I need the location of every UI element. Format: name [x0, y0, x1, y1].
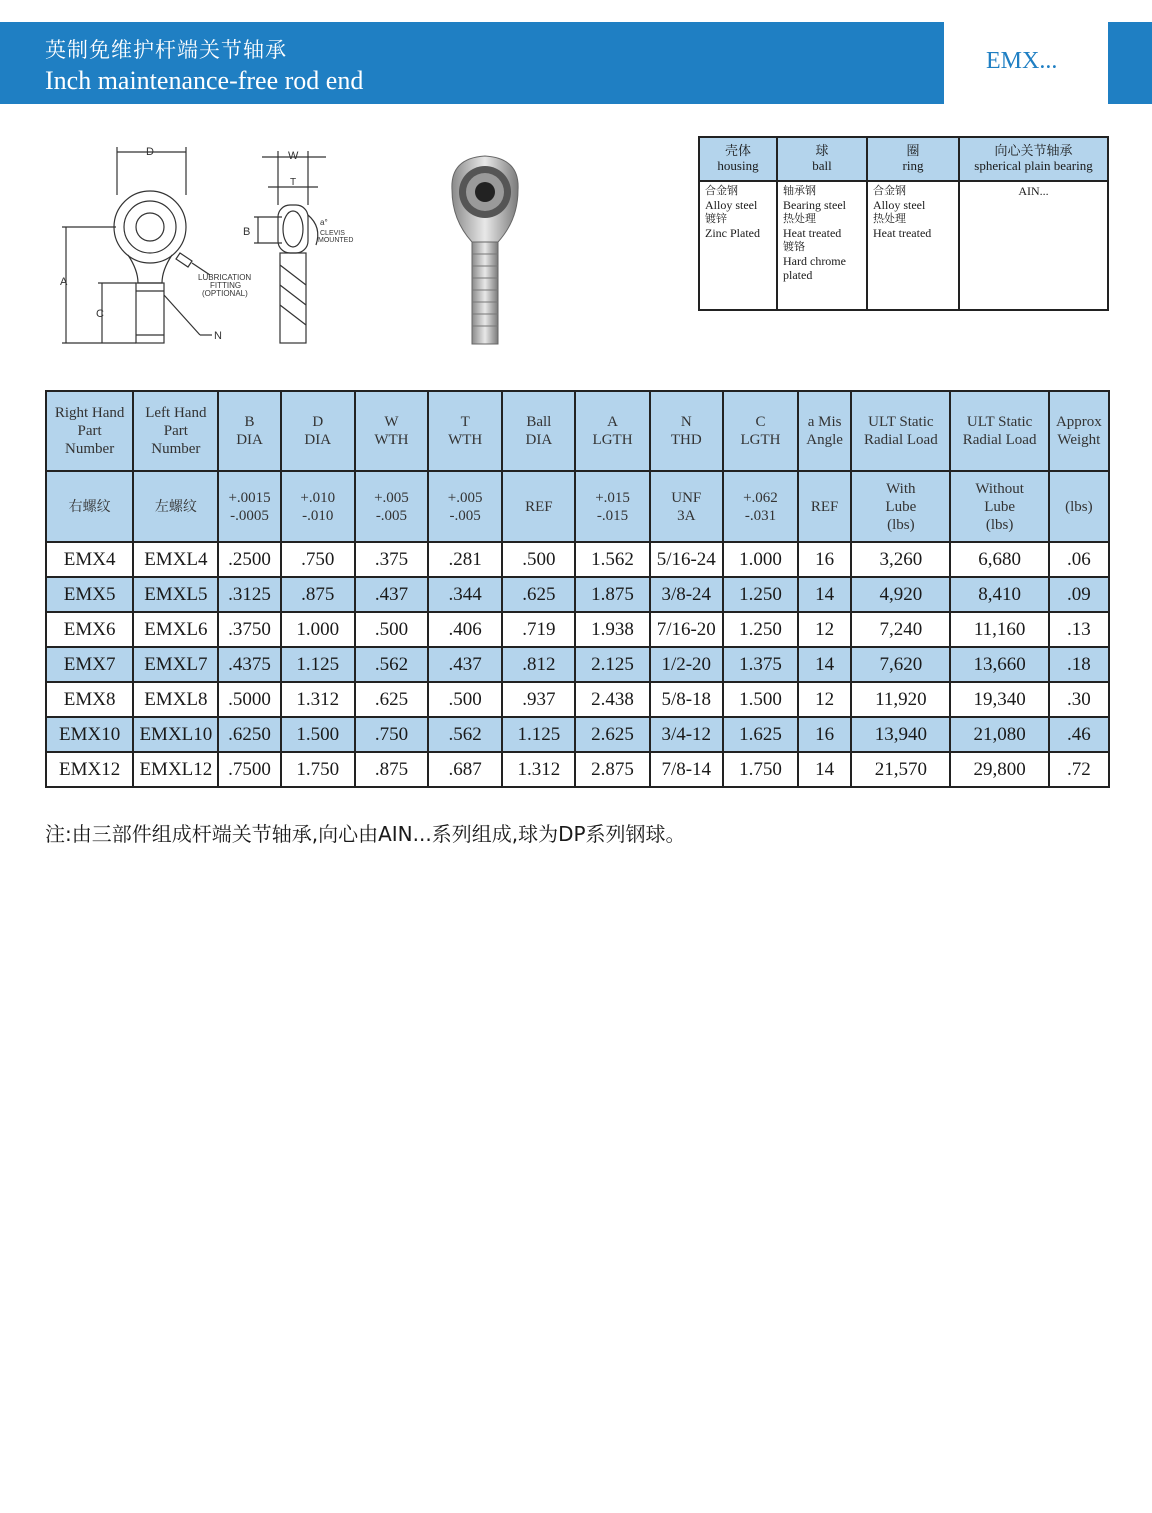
table-row [46, 682, 1109, 717]
spec-header-row-cell: C LGTH [723, 391, 798, 471]
table-cell: 3/4-12 [650, 717, 723, 752]
table-cell: .72 [1049, 752, 1109, 787]
table-cell: 1.500 [281, 717, 355, 752]
table-cell: 1/2-20 [650, 647, 723, 682]
housing-eye-outline [114, 191, 186, 263]
table-cell: 1.500 [723, 682, 798, 717]
spec-tolerance-row-cell: Without Lube (lbs) [950, 471, 1048, 542]
svg-text:MOUNTED: MOUNTED [318, 237, 354, 244]
table-cell: 6,680 [950, 542, 1048, 577]
table-cell: .562 [355, 647, 428, 682]
table-cell: EMXL7 [133, 647, 218, 682]
table-cell: 1.000 [281, 612, 355, 647]
table-cell: 21,570 [851, 752, 950, 787]
dim-label-t: T [290, 177, 297, 188]
spec-header-row-cell: Ball DIA [502, 391, 575, 471]
table-cell: 13,940 [851, 717, 950, 752]
table-cell: .937 [502, 682, 575, 717]
table-cell: .06 [1049, 542, 1109, 577]
housing-eye-ring [124, 201, 176, 253]
spec-tolerance-row-cell: REF [502, 471, 575, 542]
materials-header-housing: 壳体 housing [699, 137, 777, 181]
dim-label-d: D [146, 146, 154, 158]
table-cell: .625 [502, 577, 575, 612]
table-cell: .3750 [218, 612, 280, 647]
materials-bearing-cell: AIN... [959, 181, 1108, 310]
table-cell: .500 [502, 542, 575, 577]
spec-header-row-cell: W WTH [355, 391, 428, 471]
table-row [46, 647, 1109, 682]
table-row [46, 577, 1109, 612]
spec-header-row-cell: Left Hand Part Number [133, 391, 218, 471]
table-cell: .562 [428, 717, 502, 752]
spec-tolerance-row-cell: UNF 3A [650, 471, 723, 542]
svg-text:(OPTIONAL): (OPTIONAL) [202, 289, 248, 298]
svg-text:a°: a° [320, 218, 328, 227]
spec-header-row-cell: ULT Static Radial Load [851, 391, 950, 471]
dim-label-n: N [214, 330, 222, 342]
table-cell: EMXL12 [133, 752, 218, 787]
spec-header-row-cell: D DIA [281, 391, 355, 471]
spec-header-row-cell: A LGTH [575, 391, 649, 471]
table-cell: .4375 [218, 647, 280, 682]
spec-tolerance-row-cell: +.0015 -.0005 [218, 471, 280, 542]
table-cell: 1.250 [723, 577, 798, 612]
table-cell: 1.000 [723, 542, 798, 577]
table-cell: 16 [798, 542, 851, 577]
spec-header-row-cell: a Mis Angle [798, 391, 851, 471]
spec-tolerance-row-cell: +.010 -.010 [281, 471, 355, 542]
table-cell: .812 [502, 647, 575, 682]
table-cell: 21,080 [950, 717, 1048, 752]
ball-bore [136, 213, 164, 241]
spec-tolerance-row-cell: 右螺纹 [46, 471, 133, 542]
table-cell: 16 [798, 717, 851, 752]
side-view-ball [283, 211, 303, 247]
table-cell: 7,620 [851, 647, 950, 682]
materials-ring-cell: 合金钢 Alloy steel 热处理 Heat treated [867, 181, 959, 310]
table-cell: 1.750 [723, 752, 798, 787]
spec-tolerance-row-cell: (lbs) [1049, 471, 1109, 542]
table-cell: .344 [428, 577, 502, 612]
svg-text:FITTING: FITTING [210, 281, 242, 290]
table-cell: .7500 [218, 752, 280, 787]
svg-text:CLEVIS: CLEVIS [320, 230, 345, 237]
table-cell: 12 [798, 682, 851, 717]
table-cell: 5/8-18 [650, 682, 723, 717]
table-cell: 7/16-20 [650, 612, 723, 647]
spec-header-row-cell: N THD [650, 391, 723, 471]
side-view-shank [280, 253, 306, 343]
table-cell: 1.938 [575, 612, 649, 647]
table-row [46, 542, 1109, 577]
table-cell: 2.875 [575, 752, 649, 787]
table-cell: .875 [355, 752, 428, 787]
table-cell: .30 [1049, 682, 1109, 717]
table-cell: .500 [428, 682, 502, 717]
table-cell: 8,410 [950, 577, 1048, 612]
table-cell: .3125 [218, 577, 280, 612]
spec-tolerance-row-cell: +.062 -.031 [723, 471, 798, 542]
table-cell: 1.875 [575, 577, 649, 612]
spec-tolerance-row-cell: +.015 -.015 [575, 471, 649, 542]
table-cell: .687 [428, 752, 502, 787]
table-cell: 2.438 [575, 682, 649, 717]
table-cell: .375 [355, 542, 428, 577]
spec-header-row-cell: T WTH [428, 391, 502, 471]
table-cell: 11,160 [950, 612, 1048, 647]
table-cell: 1.250 [723, 612, 798, 647]
table-cell: 2.125 [575, 647, 649, 682]
table-cell: EMXL10 [133, 717, 218, 752]
threaded-shank [136, 283, 164, 343]
footnote: 注:由三部件组成杆端关节轴承,向心由AIN...系列组成,球为DP系列钢球。 [45, 822, 686, 846]
materials-ball-cell: 轴承钢 Bearing steel 热处理 Heat treated 镀铬 Hard chrome plated [777, 181, 867, 310]
table-cell: 1.312 [281, 682, 355, 717]
materials-header-bearing: 向心关节轴承 spherical plain bearing [959, 137, 1108, 181]
table-cell: EMX6 [46, 612, 133, 647]
header-side-bar [1108, 22, 1152, 104]
table-cell: .437 [428, 647, 502, 682]
table-cell: 1.625 [723, 717, 798, 752]
table-cell: EMX8 [46, 682, 133, 717]
table-cell: 1.750 [281, 752, 355, 787]
lube-fitting [176, 253, 192, 267]
table-cell: .13 [1049, 612, 1109, 647]
table-cell: 1.125 [281, 647, 355, 682]
table-cell: 13,660 [950, 647, 1048, 682]
spec-tolerance-row-cell: 左螺纹 [133, 471, 218, 542]
table-cell: .09 [1049, 577, 1109, 612]
table-cell: 1.375 [723, 647, 798, 682]
table-cell: EMX4 [46, 542, 133, 577]
table-cell: .406 [428, 612, 502, 647]
table-cell: 1.562 [575, 542, 649, 577]
spec-header-row-cell: B DIA [218, 391, 280, 471]
spec-header-row [46, 391, 1109, 471]
spec-tolerance-row-cell: +.005 -.005 [355, 471, 428, 542]
svg-text:LUBRICATION: LUBRICATION [198, 273, 252, 282]
table-cell: 14 [798, 752, 851, 787]
table-cell: 1.125 [502, 717, 575, 752]
table-cell: 29,800 [950, 752, 1048, 787]
table-cell: 7,240 [851, 612, 950, 647]
table-cell: EMXL8 [133, 682, 218, 717]
table-cell: 1.312 [502, 752, 575, 787]
table-cell: 2.625 [575, 717, 649, 752]
table-cell: EMX12 [46, 752, 133, 787]
materials-body-row [699, 181, 1108, 310]
table-cell: .500 [355, 612, 428, 647]
materials-table [698, 136, 1109, 311]
table-cell: 3/8-24 [650, 577, 723, 612]
spec-table [45, 390, 1110, 788]
dim-label-b: B [243, 226, 251, 238]
materials-header-ring: 圈 ring [867, 137, 959, 181]
table-cell: .875 [281, 577, 355, 612]
dim-label-a: A [60, 276, 68, 288]
table-row [46, 612, 1109, 647]
table-cell: .750 [281, 542, 355, 577]
table-cell: .281 [428, 542, 502, 577]
table-cell: .18 [1049, 647, 1109, 682]
rod-end-photo [440, 150, 530, 350]
table-cell: EMXL6 [133, 612, 218, 647]
spec-header-row-cell: ULT Static Radial Load [950, 391, 1048, 471]
table-row [46, 717, 1109, 752]
table-cell: 19,340 [950, 682, 1048, 717]
table-cell: 14 [798, 647, 851, 682]
table-cell: 3,260 [851, 542, 950, 577]
table-cell: 14 [798, 577, 851, 612]
materials-header-ball: 球 ball [777, 137, 867, 181]
table-cell: .46 [1049, 717, 1109, 752]
spec-tolerance-row-cell: REF [798, 471, 851, 542]
spec-tolerance-row-cell: +.005 -.005 [428, 471, 502, 542]
table-cell: 12 [798, 612, 851, 647]
series-code: EMX... [986, 48, 1058, 74]
dim-label-c: C [96, 308, 104, 320]
table-cell: EMX10 [46, 717, 133, 752]
table-cell: 7/8-14 [650, 752, 723, 787]
table-cell: .625 [355, 682, 428, 717]
table-cell: 4,920 [851, 577, 950, 612]
table-cell: 11,920 [851, 682, 950, 717]
spec-header-row-cell: Approx Weight [1049, 391, 1109, 471]
title-chinese: 英制免维护杆端关节轴承 [45, 38, 287, 62]
title-english: Inch maintenance-free rod end [45, 66, 364, 95]
materials-housing-cell: 合金钢 Alloy steel 镀锌 Zinc Plated [699, 181, 777, 310]
table-cell: .5000 [218, 682, 280, 717]
table-cell: .750 [355, 717, 428, 752]
header-banner [0, 22, 944, 104]
table-cell: .6250 [218, 717, 280, 752]
table-cell: .719 [502, 612, 575, 647]
table-cell: EMXL5 [133, 577, 218, 612]
dim-label-w: W [288, 150, 299, 162]
table-cell: .437 [355, 577, 428, 612]
table-cell: 5/16-24 [650, 542, 723, 577]
spec-tolerance-row [46, 471, 1109, 542]
spec-tolerance-row-cell: With Lube (lbs) [851, 471, 950, 542]
technical-drawing [40, 135, 370, 357]
table-cell: EMXL4 [133, 542, 218, 577]
materials-header-row [699, 137, 1108, 181]
table-row [46, 752, 1109, 787]
table-cell: EMX5 [46, 577, 133, 612]
table-cell: EMX7 [46, 647, 133, 682]
table-cell: .2500 [218, 542, 280, 577]
spec-header-row-cell: Right Hand Part Number [46, 391, 133, 471]
